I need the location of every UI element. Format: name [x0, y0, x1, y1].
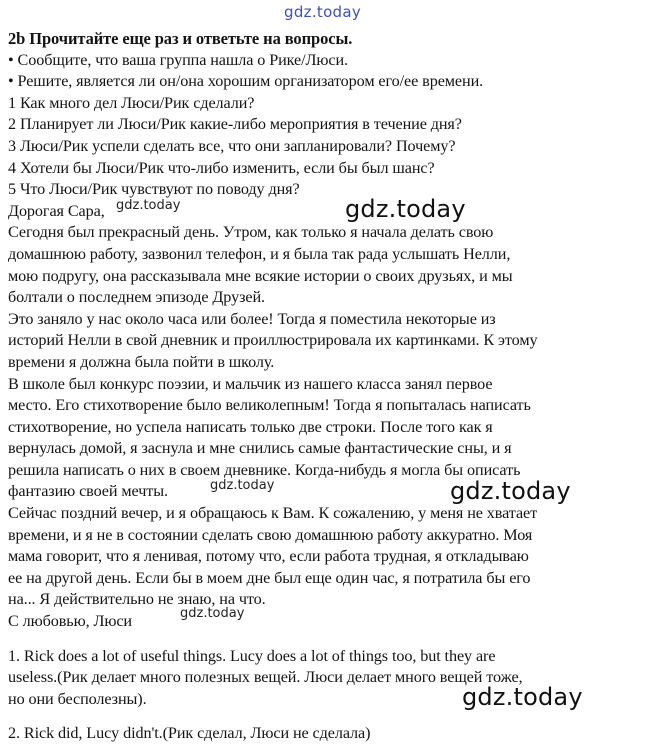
- letter-line: мама говорит, что я ленивая, потому что, если работа трудная, я откладываю: [8, 547, 529, 566]
- letter-line: стихотворение, но успела написать только две строки. После того как я: [8, 417, 493, 436]
- watermark-small: gdz.today: [210, 478, 275, 493]
- question-line: 1 Как много дел Люси/Рик сделали?: [8, 93, 255, 112]
- answer-line: но они бесполезны).: [8, 689, 147, 708]
- instruction-line: • Сообщите, что ваша группа нашла о Рике/Люси.: [8, 50, 348, 69]
- document-page: [8, 28, 642, 745]
- watermark-large: gdz.today: [450, 477, 571, 505]
- letter-line: Это заняло у нас около часа или более! Тогда я поместила некоторые из: [8, 309, 496, 328]
- answer-line: 1. Rick does a lot of useful things. Lucy does a lot of things too, but they are: [8, 646, 496, 665]
- letter-line: В школе был конкурс поэзии, и мальчик из нашего класса занял первое: [8, 374, 493, 393]
- letter-line: времени, и я не в состоянии сделать свою домашнюю работу аккуратно. Моя: [8, 525, 533, 544]
- instruction-line: • Решите, является ли он/она хорошим организатором его/ее времени.: [8, 72, 484, 91]
- letter-greeting: Дорогая Сара,: [8, 201, 105, 220]
- letter-line: Сегодня был прекрасный день. Утром, как только я начала делать свою: [8, 223, 494, 242]
- letter-line: вернулась домой, я заснула и мне снились самые фантастические сны, и я: [8, 439, 512, 458]
- letter-line: времени я должна была пойти в школу.: [8, 352, 275, 371]
- watermark-large: gdz.today: [462, 683, 583, 711]
- question-line: 5 Что Люси/Рик чувствуют по поводу дня?: [8, 180, 300, 199]
- watermark-top: gdz.today: [284, 3, 362, 21]
- letter-line: историй Нелли в свой дневник и проиллюстрировала их картинками. К этому: [8, 331, 538, 350]
- letter-line: решила написать о них в своем дневнике. Когда-нибудь я могла бы описать: [8, 460, 521, 479]
- letter-line: домашнюю работу, зазвонил телефон, и я была так рада услышать Нелли,: [8, 244, 511, 263]
- question-line: 3 Люси/Рик успели сделать все, что они запланировали? Почему?: [8, 136, 456, 155]
- answer-line: useless.(Рик делает много полезных вещей. Люси делает много вещей тоже,: [8, 668, 523, 687]
- letter-line: ее на другой день. Если бы в моем дне был еще один час, я потратила бы его: [8, 568, 531, 587]
- letter-line: Сейчас поздний вечер, и я обращаюсь к Вам. К сожалению, у меня не хватает: [8, 504, 538, 523]
- exercise-heading: 2b Прочитайте еще раз и ответьте на вопросы.: [8, 29, 353, 48]
- letter-closing: С любовью, Люси: [8, 612, 132, 631]
- letter-line: место. Его стихотворение было великолепным! Тогда я попыталась написать: [8, 396, 531, 415]
- letter-line: на... Я действительно не знаю, на что.: [8, 590, 266, 609]
- answer-line: 2. Rick did, Lucy didn't.(Рик сделал, Люси не сделала): [8, 724, 371, 743]
- letter-line: мою подругу, она рассказывала мне всякие истории о своих друзьях, и мы: [8, 266, 513, 285]
- letter-line: болтали о последнем эпизоде Друзей.: [8, 288, 265, 307]
- question-line: 2 Планирует ли Люси/Рик какие-либо мероприятия в течение дня?: [8, 115, 462, 134]
- watermark-small: gdz.today: [116, 198, 181, 213]
- letter-line: фантазию своей мечты.: [8, 482, 168, 501]
- watermark-large: gdz.today: [345, 195, 466, 223]
- watermark-small: gdz.today: [180, 606, 245, 621]
- question-line: 4 Хотели бы Люси/Рик что-либо изменить, если бы был шанс?: [8, 158, 435, 177]
